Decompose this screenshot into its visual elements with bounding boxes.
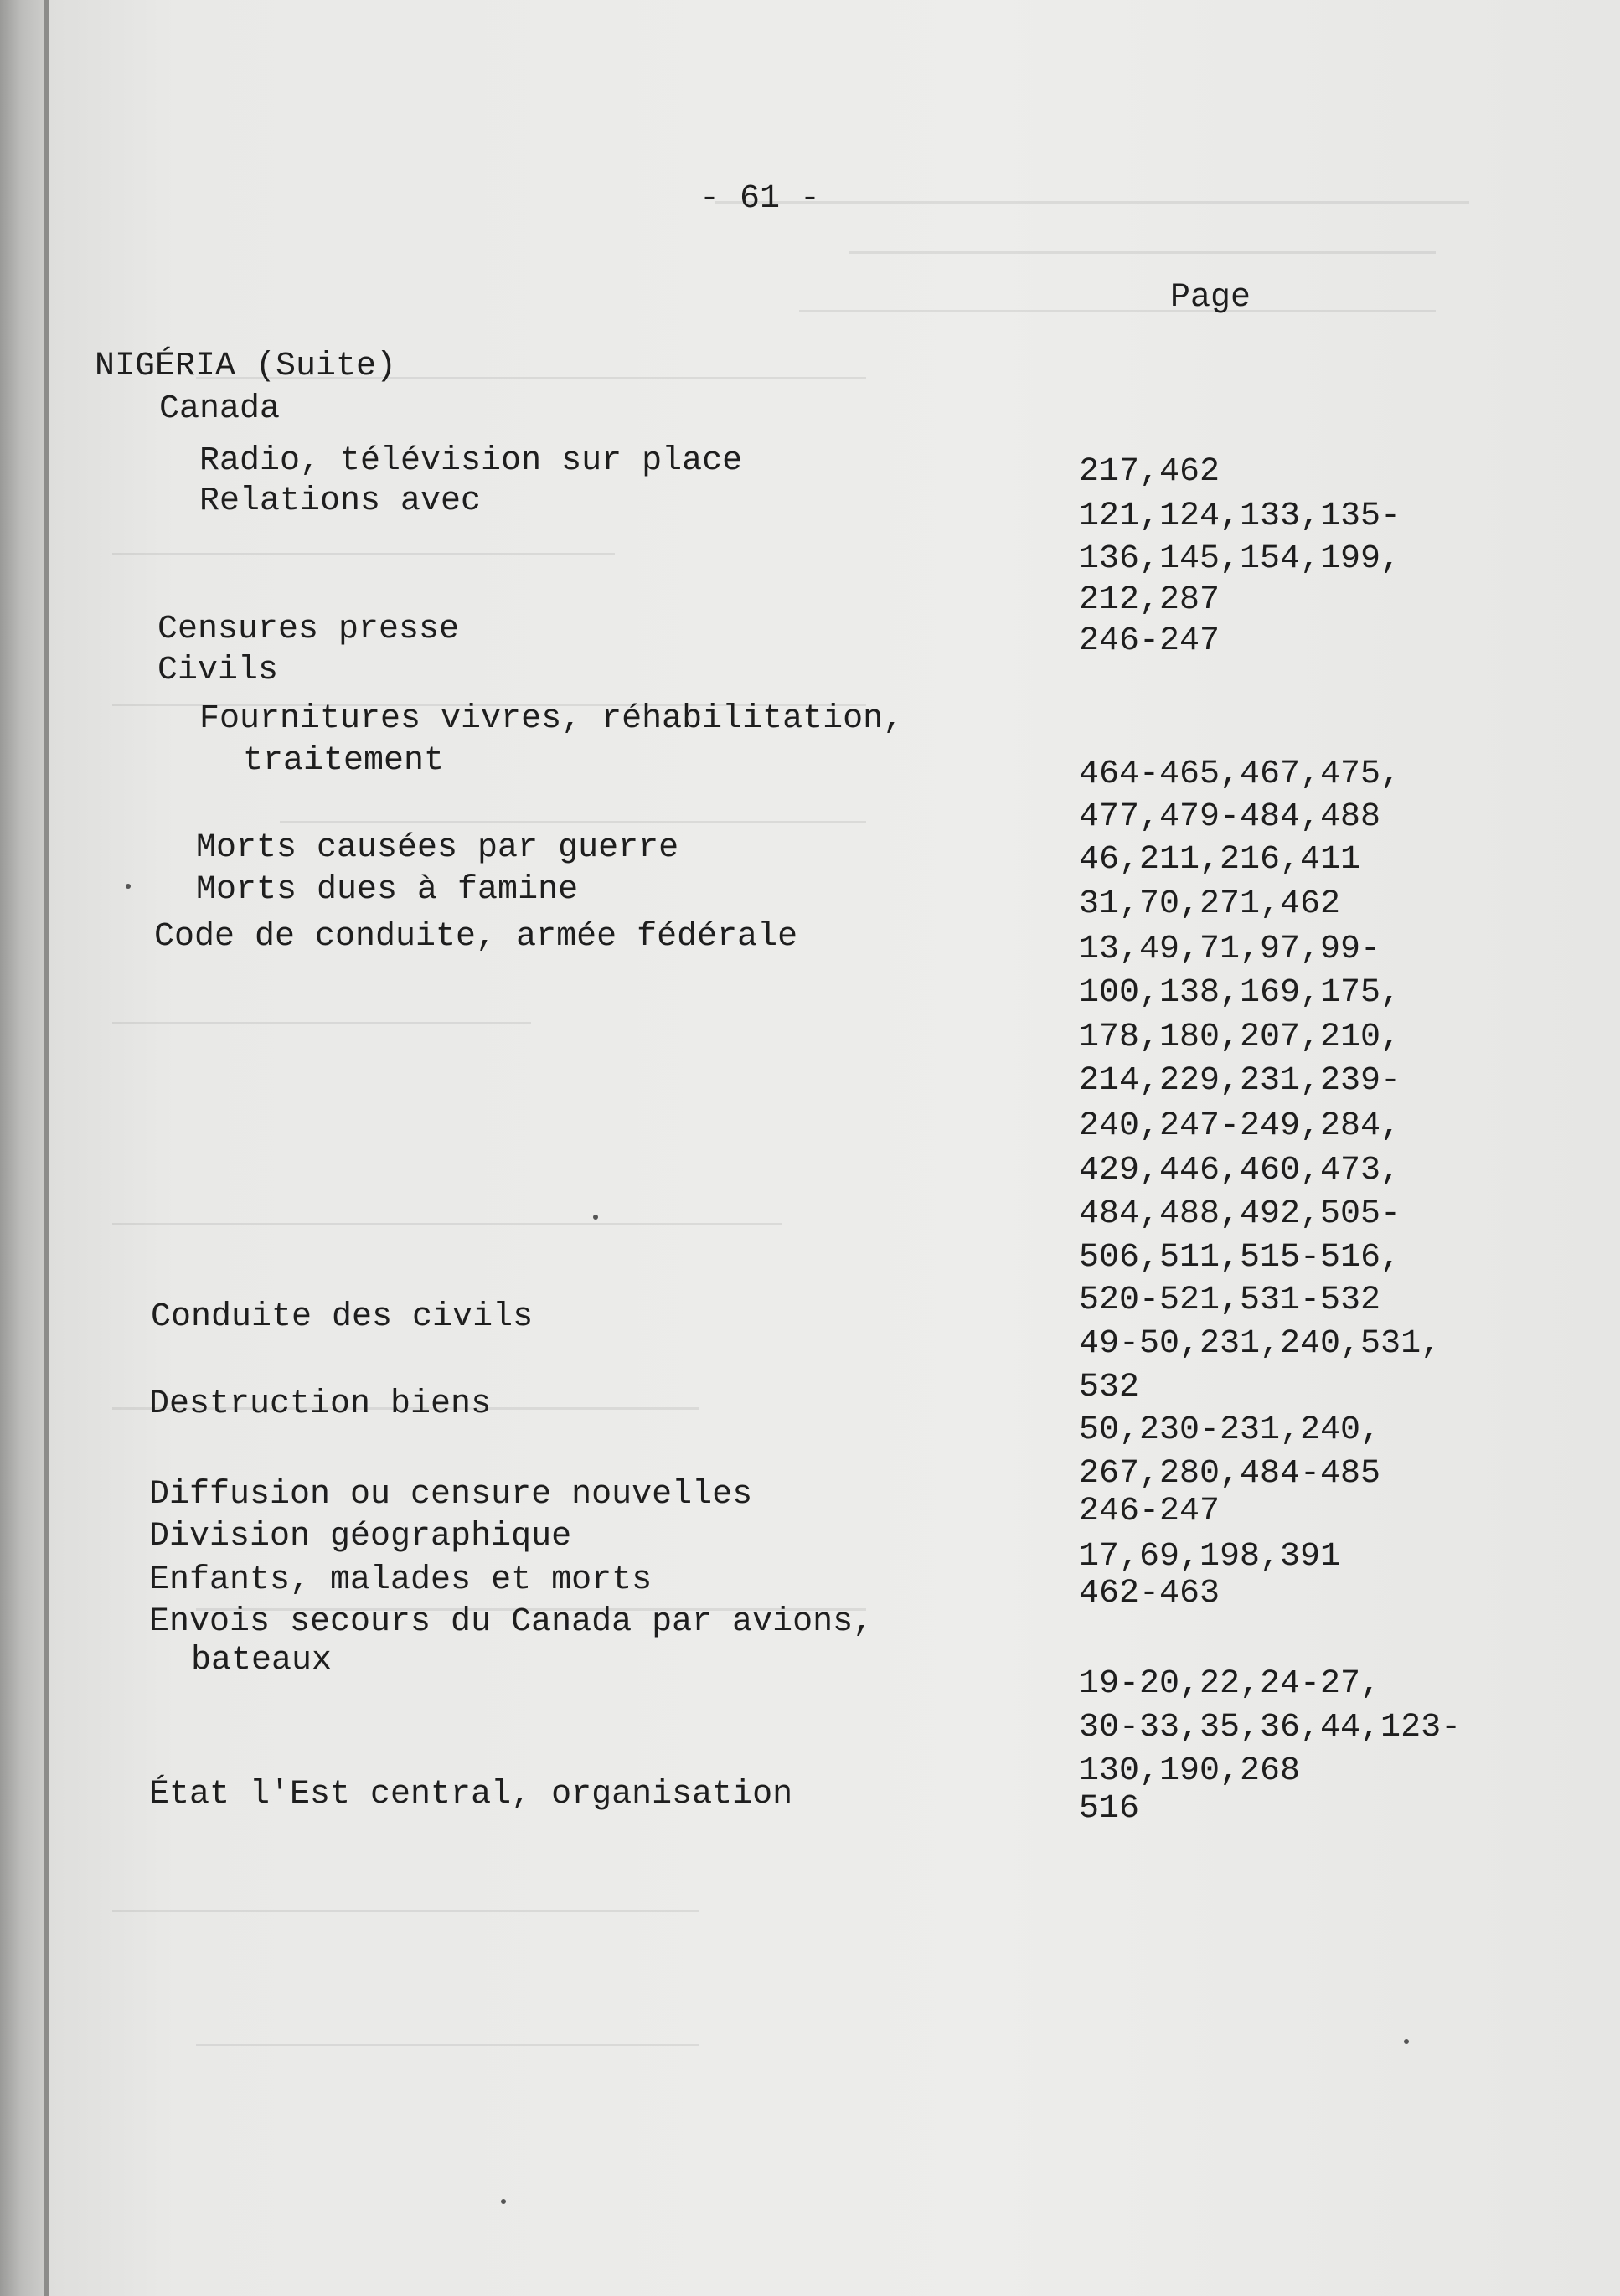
entry-label: Code de conduite, armée fédérale	[154, 918, 798, 956]
page-reference: 136,145,154,199,	[1079, 540, 1401, 578]
entry-label: Censures presse	[157, 611, 460, 648]
entry-label: Envois secours du Canada par avions,	[149, 1603, 874, 1641]
page-reference: 520-521,531-532	[1079, 1282, 1381, 1319]
page-reference: 13,49,71,97,99-	[1079, 931, 1381, 968]
entry-label: Canada	[159, 390, 281, 428]
page-reference: 49-50,231,240,531,	[1079, 1325, 1442, 1363]
page-reference: 516	[1079, 1790, 1140, 1828]
page-reference: 178,180,207,210,	[1079, 1019, 1401, 1056]
entry-label: Destruction biens	[149, 1385, 492, 1423]
page-reference: 31,70,271,462	[1079, 885, 1341, 923]
page-reference: 100,138,169,175,	[1079, 974, 1401, 1012]
entry-label: traitement	[243, 742, 445, 780]
page-reference: 130,190,268	[1079, 1752, 1301, 1790]
page-reference: 464-465,467,475,	[1079, 756, 1401, 793]
entry-label: bateaux	[191, 1642, 333, 1679]
entry-label: Fournitures vivres, réhabilitation,	[199, 700, 904, 738]
page-column-header: Page	[1170, 279, 1251, 317]
page-reference: 477,479-484,488	[1079, 798, 1381, 836]
page-reference: 17,69,198,391	[1079, 1538, 1341, 1576]
page-reference: 30-33,35,36,44,123-	[1079, 1709, 1462, 1747]
ink-speck	[1404, 2039, 1409, 2044]
page-reference: 246-247	[1079, 622, 1220, 660]
page-reference: 19-20,22,24-27,	[1079, 1665, 1381, 1703]
page-reference: 240,247-249,284,	[1079, 1107, 1401, 1145]
page-reference: 532	[1079, 1369, 1140, 1406]
page-reference: 246-247	[1079, 1493, 1220, 1530]
ink-speck	[126, 884, 131, 889]
page-number: - 61 -	[699, 180, 821, 218]
page-reference: 50,230-231,240,	[1079, 1411, 1381, 1449]
page-reference: 46,211,216,411	[1079, 841, 1361, 879]
page-reference: 121,124,133,135-	[1079, 498, 1401, 535]
ink-speck	[593, 1215, 598, 1220]
entry-label: Conduite des civils	[151, 1298, 534, 1336]
page-reference: 267,280,484-485	[1079, 1455, 1381, 1493]
page-reference: 429,446,460,473,	[1079, 1152, 1401, 1189]
entry-label: Relations avec	[199, 482, 482, 520]
entry-label: Radio, télévision sur place	[199, 442, 743, 480]
entry-label: État l'Est central, organisation	[149, 1776, 793, 1814]
page-reference: 214,229,231,239-	[1079, 1062, 1401, 1100]
page-reference: 212,287	[1079, 581, 1220, 619]
entry-label: Morts causées par guerre	[196, 829, 679, 867]
page-reference: 462-463	[1079, 1575, 1220, 1612]
ink-speck	[501, 2199, 506, 2204]
section-title: NIGÉRIA (Suite)	[95, 348, 397, 385]
book-binding	[0, 0, 49, 2296]
entry-label: Enfants, malades et morts	[149, 1561, 653, 1599]
entry-label: Division géographique	[149, 1518, 572, 1556]
page-sheet	[49, 0, 1620, 2296]
entry-label: Morts dues à famine	[196, 871, 579, 909]
page-reference: 506,511,515-516,	[1079, 1239, 1401, 1277]
page-reference: 217,462	[1079, 453, 1220, 491]
entry-label: Civils	[157, 652, 279, 689]
page-reference: 484,488,492,505-	[1079, 1195, 1401, 1233]
entry-label: Diffusion ou censure nouvelles	[149, 1476, 753, 1514]
